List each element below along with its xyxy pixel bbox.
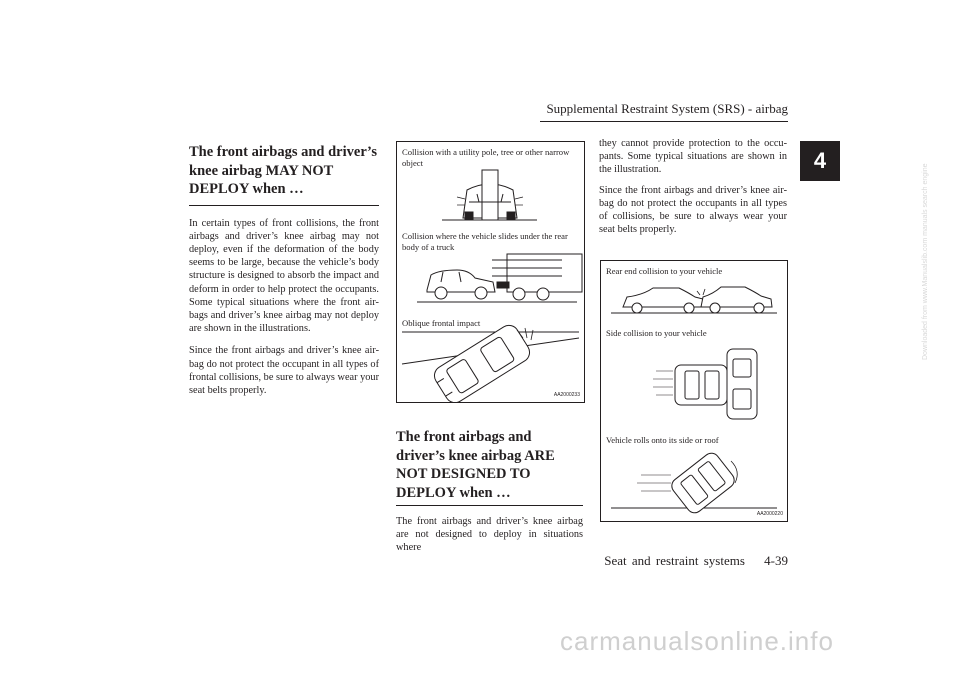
paragraph-occupant-protection: they cannot provide protection to the occu-pants. Some typical situations are shown in the illustration. xyxy=(599,138,787,176)
right-column xyxy=(599,137,787,236)
caption-utility-pole: Collision with a utility pole, tree or other narrow object xyxy=(402,147,570,168)
caption-side-collision: Side collision to your vehicle xyxy=(606,328,707,338)
header-rule xyxy=(540,121,788,122)
heading-rule xyxy=(396,505,583,506)
section-heading-may-not-deploy: The front airbags and driver’s knee airbag MAY NOT DEPLOY when … xyxy=(189,144,377,197)
page-number: 4-39 xyxy=(764,553,788,568)
watermark-text: carmanualsonline.info xyxy=(560,626,834,656)
middle-column xyxy=(396,428,583,555)
speed-lines xyxy=(653,371,673,395)
heading-rule xyxy=(189,205,379,206)
chapter-tab: 4 xyxy=(800,141,840,181)
footer-section-name: Seat and restraint systems xyxy=(604,553,745,568)
illustration-frontal-collisions xyxy=(396,141,585,403)
illustration-code: AA2000220 xyxy=(756,511,783,517)
other-collision-drawings xyxy=(601,261,787,521)
section-heading-not-designed-to-deploy: The front airbags and driver’s knee airbag ARE NOT DESIGNED TO DEPLOY when … xyxy=(396,429,555,501)
left-column xyxy=(189,143,379,397)
side-watermark: Downloaded from www.Manualslib.com manuals search engine xyxy=(922,163,929,360)
illustration-other-collisions xyxy=(600,260,788,522)
caption-oblique-impact: Oblique frontal impact xyxy=(402,318,481,328)
illustration-code: AA2000233 xyxy=(553,392,580,398)
paragraph-not-designed: The front airbags and driver’s knee airbag are not designed to deploy in situations where xyxy=(396,516,583,554)
frontal-collision-drawings xyxy=(397,142,584,402)
paragraph-wear-seat-belts-all: Since the front airbags and driver’s knee air-bag do not protect the occupants in all types of collisions, be sure to always wear your seat belts properly. xyxy=(599,184,787,236)
running-header-title: Supplemental Restraint System (SRS) - airbag xyxy=(546,101,788,116)
page-footer xyxy=(560,553,788,569)
paragraph-may-not-deploy: In certain types of front collisions, the front airbags and driver’s knee airbag may not deploy, even if the deformation of the body seems to be large, because the vehicle’s body structure is designed to absorb the impact and deform in order to help protect the occupants. Some typical situations where the front air-bags and driver’s knee airbag may not deploy are shown in the illustrations. xyxy=(189,217,379,335)
caption-rear-end: Rear end collision to your vehicle xyxy=(606,266,723,276)
paragraph-wear-seat-belts: Since the front airbags and driver’s knee air-bag do not protect the occupant in all types of frontal collisions, be sure to always wear your seat belts properly. xyxy=(189,345,379,396)
caption-rollover: Vehicle rolls onto its side or roof xyxy=(606,435,719,445)
caption-truck-underride: Collision where the vehicle slides under the rear body of a truck xyxy=(402,231,568,252)
